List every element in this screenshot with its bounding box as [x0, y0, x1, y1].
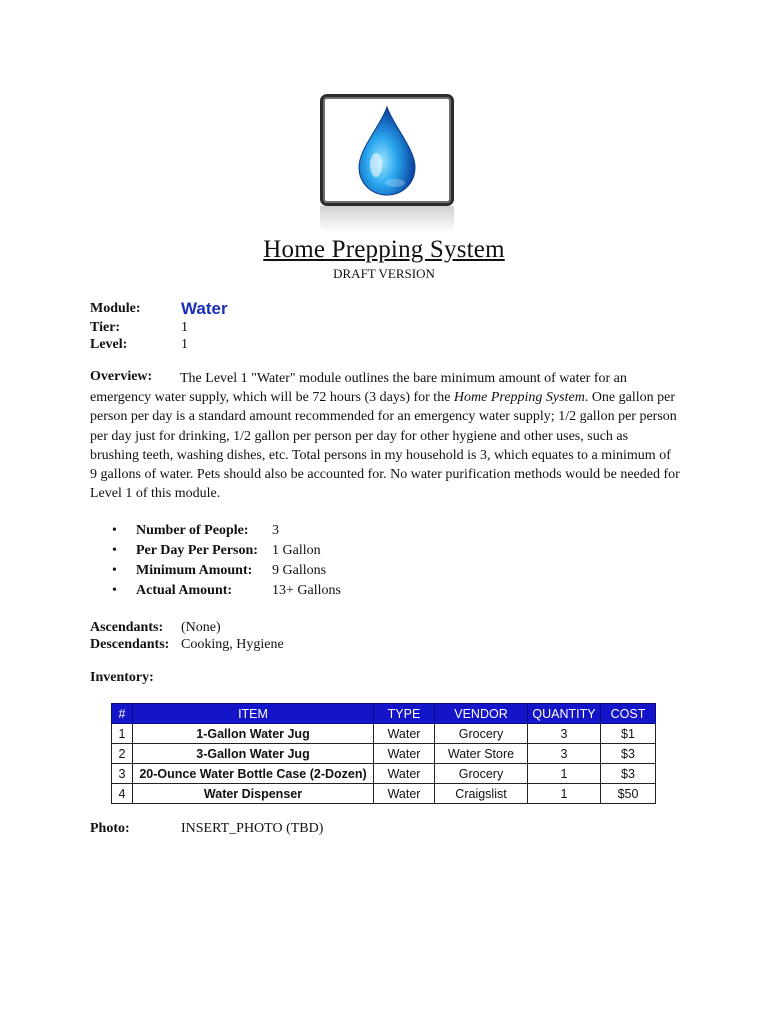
inventory-table — [111, 703, 656, 804]
cell-item: 3-Gallon Water Jug — [133, 744, 374, 764]
bullet-icon: • — [112, 563, 117, 578]
overview-emphasis: Home Prepping System — [453, 390, 585, 406]
cell-item: 1-Gallon Water Jug — [133, 724, 374, 744]
column-header-cost: COST — [601, 704, 656, 724]
cell-type: Water — [374, 784, 435, 804]
list-item — [112, 563, 412, 583]
module-value: Water — [181, 299, 228, 318]
bullet-icon: • — [112, 543, 117, 558]
table-row — [112, 724, 656, 744]
column-header-vendor: VENDOR — [435, 704, 528, 724]
ascendants-value: (None) — [181, 620, 221, 635]
cell-vendor: Grocery — [435, 724, 528, 744]
list-item — [112, 583, 412, 603]
summary-label: Number of People: — [136, 523, 249, 538]
overview-text-before: The Level 1 "Water" module outlines the bare minimum amount of water for an emergency water supply, which will be 72 hours (3 days) for the — [90, 371, 627, 406]
bullet-icon: • — [112, 583, 117, 598]
page-subtitle: DRAFT VERSION — [333, 266, 435, 281]
cell-type: Water — [374, 764, 435, 784]
logo-frame — [320, 94, 454, 206]
table-row — [112, 744, 656, 764]
descendants-value: Cooking, Hygiene — [181, 637, 284, 652]
list-item — [112, 543, 412, 563]
cell-number: 3 — [112, 764, 133, 784]
table-row — [112, 764, 656, 784]
descendants-label: Descendants: — [90, 637, 170, 652]
table-header-row — [112, 704, 656, 724]
cell-cost: $1 — [601, 724, 656, 744]
inventory-label: Inventory: — [90, 670, 154, 685]
summary-list — [112, 523, 412, 603]
summary-value: 9 Gallons — [272, 563, 327, 578]
cell-type: Water — [374, 724, 435, 744]
column-header-type: TYPE — [374, 704, 435, 724]
overview-text — [90, 369, 680, 503]
page-title: Home Prepping System — [263, 236, 505, 263]
cell-item: Water Dispenser — [133, 784, 374, 804]
summary-label: Minimum Amount: — [136, 563, 253, 578]
cell-vendor: Water Store — [435, 744, 528, 764]
level-label: Level: — [90, 337, 128, 352]
table-row — [112, 784, 656, 804]
summary-value: 13+ Gallons — [272, 583, 341, 598]
tier-value: 1 — [181, 320, 188, 335]
cell-cost: $3 — [601, 744, 656, 764]
cell-number: 2 — [112, 744, 133, 764]
cell-vendor: Craigslist — [435, 784, 528, 804]
cell-quantity: 3 — [528, 724, 601, 744]
ascendants-label: Ascendants: — [90, 620, 164, 635]
summary-label: Actual Amount: — [136, 583, 233, 598]
cell-vendor: Grocery — [435, 764, 528, 784]
cell-quantity: 1 — [528, 764, 601, 784]
cell-cost: $50 — [601, 784, 656, 804]
bullet-icon: • — [112, 523, 117, 538]
level-value: 1 — [181, 337, 188, 352]
photo-value: INSERT_PHOTO (TBD) — [181, 821, 324, 836]
module-label: Module: — [90, 301, 141, 316]
cell-item: 20-Ounce Water Bottle Case (2-Dozen) — [133, 764, 374, 784]
cell-quantity: 1 — [528, 784, 601, 804]
list-item — [112, 523, 412, 543]
cell-cost: $3 — [601, 764, 656, 784]
logo — [320, 94, 452, 244]
cell-quantity: 3 — [528, 744, 601, 764]
photo-label: Photo: — [90, 821, 130, 836]
cell-number: 4 — [112, 784, 133, 804]
overview-text-after: . One gallon per person per day is a standard amount recommended for an emergency water supply; 1/2 gallon per person per day just for drinking, 1/2 gallon per person per day for other hygiene and other uses, such as brushing teeth, washing dishes, etc. Total persons in my household is 3, which equates to a minimum of 9 gallons of water. Pets should also be accounted for. No water purification methods would be needed for Level 1 of this module. — [90, 390, 680, 502]
water-drop-icon — [351, 105, 423, 197]
summary-value: 1 Gallon — [272, 543, 321, 558]
summary-value: 3 — [272, 523, 279, 538]
cell-number: 1 — [112, 724, 133, 744]
logo-reflection — [320, 206, 454, 232]
overview-label: Overview: — [90, 369, 153, 384]
summary-label: Per Day Per Person: — [136, 543, 258, 558]
tier-label: Tier: — [90, 320, 121, 335]
cell-type: Water — [374, 744, 435, 764]
column-header-item: ITEM — [133, 704, 374, 724]
column-header-quantity: QUANTITY — [528, 704, 601, 724]
column-header-number: # — [112, 704, 133, 724]
